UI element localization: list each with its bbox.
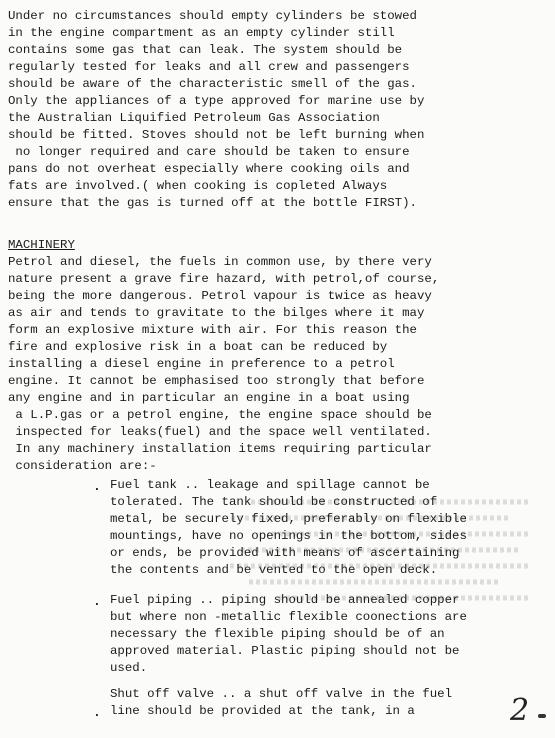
text-line: Under no circumstances should empty cylinders be stowed xyxy=(8,9,417,23)
text-line: ensure that the gas is turned off at the bottle FIRST). xyxy=(8,196,417,210)
text-line: contains some gas that can leak. The system should be xyxy=(8,43,403,57)
text-line: the contents and be vented to the open deck. xyxy=(110,563,438,577)
text-line: fire and explosive risk in a boat can be reduced by xyxy=(8,340,388,354)
list-item-fuel-tank xyxy=(110,477,555,579)
text-line: In any machinery installation items requiring particular xyxy=(8,442,432,456)
page-number: 2 xyxy=(510,693,530,728)
paragraph-machinery xyxy=(8,254,553,475)
text-line: metal, be securely fixed, preferably on flexible xyxy=(110,512,467,526)
text-line: consideration are:- xyxy=(8,459,157,473)
text-line: Fuel piping .. piping should be annealed copper xyxy=(110,593,460,607)
text-line: nature present a grave fire hazard, with petrol,of course, xyxy=(8,272,440,286)
list-item-fuel-piping xyxy=(110,592,555,677)
text-line: approved material. Plastic piping should not be xyxy=(110,644,460,658)
text-line: no longer required and care should be taken to ensure xyxy=(8,145,410,159)
text-line: as air and tends to gravitate to the bilges where it may xyxy=(8,306,425,320)
paragraph-lpg-safety xyxy=(8,8,548,212)
text-line: Shut off valve .. a shut off valve in the fuel xyxy=(110,687,453,701)
text-line: but where non -metallic flexible coonections are xyxy=(110,610,467,624)
list-bullet: . xyxy=(93,594,101,609)
section-heading: MACHINERY xyxy=(8,238,75,252)
text-line: fats are involved.( when cooking is copleted Always xyxy=(8,179,388,193)
text-line: necessary the flexible piping should be of an xyxy=(110,627,445,641)
text-line: installing a diesel engine in preference to a petrol xyxy=(8,357,395,371)
text-line: mountings, have no openings in the bottom, sides xyxy=(110,529,467,543)
text-line: a L.P.gas or a petrol engine, the engine space should be xyxy=(8,408,432,422)
text-line: used. xyxy=(110,661,148,675)
text-line: form an explosive mixture with air. For this reason the xyxy=(8,323,417,337)
text-line: Fuel tank .. leakage and spillage cannot be xyxy=(110,478,430,492)
text-line: inspected for leaks(fuel) and the space well ventilated. xyxy=(8,425,432,439)
text-line: should be fitted. Stoves should not be left burning when xyxy=(8,128,425,142)
text-line: the Australian Liquified Petroleum Gas Association xyxy=(8,111,380,125)
list-item-shut-off-valve xyxy=(110,686,555,720)
text-line: Only the appliances of a type approved for marine use by xyxy=(8,94,425,108)
ink-mark xyxy=(538,714,546,718)
text-line: any engine and in particular an engine in a boat using xyxy=(8,391,410,405)
text-line: tolerated. The tank should be constructed of xyxy=(110,495,438,509)
text-line: engine. It cannot be emphasised too strongly that before xyxy=(8,374,425,388)
text-line: pans do not overheat especially where cooking oils and xyxy=(8,162,410,176)
list-bullet: . xyxy=(93,705,101,720)
text-line: line should be provided at the tank, in a xyxy=(110,704,415,718)
list-bullet: . xyxy=(93,479,101,494)
text-line: Petrol and diesel, the fuels in common use, by there very xyxy=(8,255,432,269)
text-line: being the more dangerous. Petrol vapour is twice as heavy xyxy=(8,289,432,303)
text-line: in the engine compartment as an empty cylinder still xyxy=(8,26,395,40)
text-line: or ends, be provided with means of ascertaining xyxy=(110,546,460,560)
text-line: regularly tested for leaks and all crew and passengers xyxy=(8,60,410,74)
text-line: should be aware of the characteristic smell of the gas. xyxy=(8,77,417,91)
